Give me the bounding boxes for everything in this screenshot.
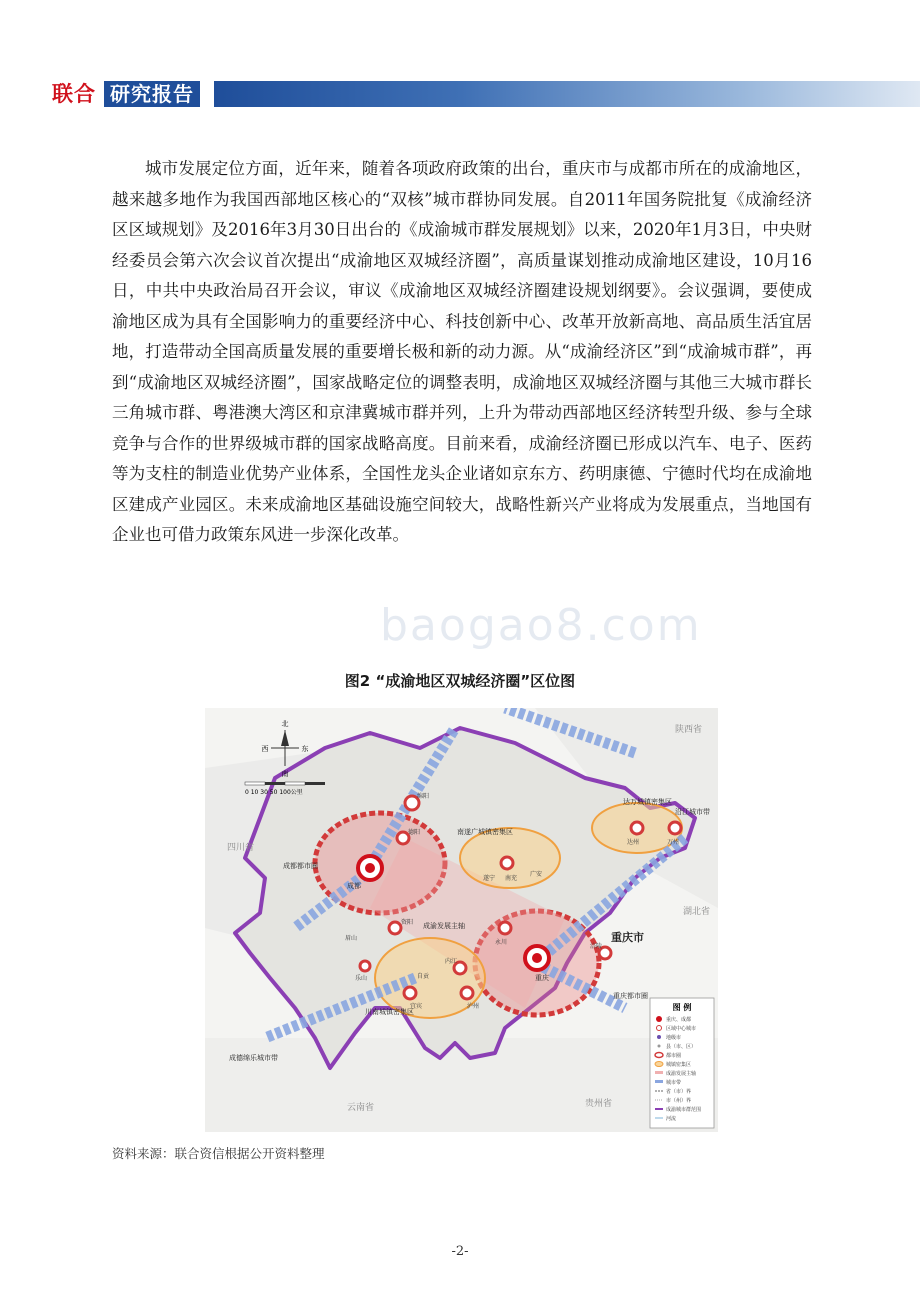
svg-text:重庆、成都: 重庆、成都 (666, 1017, 692, 1023)
label-chengdu: 成都 (347, 882, 361, 890)
label-dawan: 达万城镇密集区 (623, 798, 672, 806)
label-chengde: 成德绵乐城市带 (229, 1054, 278, 1062)
svg-text:城市带: 城市带 (666, 1080, 682, 1086)
header-gradient-bar (214, 81, 920, 107)
chengdu-core (358, 856, 382, 880)
map-legend (650, 998, 714, 1128)
label-nansui: 南遂广城镇密集区 (457, 828, 513, 836)
figure-caption: 图2 “成渝地区双城经济圈”区位图 (344, 672, 576, 690)
svg-text:乐山: 乐山 (355, 975, 368, 982)
label-chuannan: 川南城镇密集区 (365, 1008, 414, 1016)
scale-label: 0 10 30 50 100公里 (245, 789, 303, 796)
watermark: baogao8.com (380, 600, 702, 651)
compass-east: 东 (301, 745, 309, 753)
svg-text:泸州: 泸州 (467, 1003, 480, 1010)
compass-south: 南 (281, 770, 289, 778)
svg-text:南充: 南充 (505, 875, 518, 882)
label-axis: 成渝发展主轴 (423, 922, 465, 930)
svg-text:地级市: 地级市 (666, 1035, 682, 1041)
svg-text:资阳: 资阳 (401, 919, 414, 926)
page-number: -2- (451, 1244, 469, 1259)
brand-name-box: 研究报告 (104, 81, 200, 107)
label-chongqing-metro: 重庆都市圈 (613, 992, 648, 1000)
svg-text:德阳: 德阳 (408, 829, 421, 836)
svg-text:区域中心城市: 区域中心城市 (666, 1026, 697, 1032)
source-note: 资料来源：联合资信根据公开资料整理 (112, 1146, 325, 1161)
label-chongqing: 重庆 (535, 974, 549, 982)
region-map (205, 708, 718, 1132)
svg-text:市（州）界: 市（州）界 (666, 1098, 692, 1104)
label-guizhou: 贵州省 (585, 1099, 613, 1109)
svg-text:广安: 广安 (530, 871, 543, 878)
svg-text:自贡: 自贡 (417, 973, 430, 980)
svg-text:万州: 万州 (667, 839, 680, 846)
svg-text:河流: 河流 (666, 1116, 677, 1122)
svg-text:永川: 永川 (495, 939, 508, 946)
svg-text:绵阳: 绵阳 (417, 793, 430, 800)
svg-text:达州: 达州 (627, 839, 640, 846)
body-paragraph: 城市发展定位方面，近年来，随着各项政府政策的出台，重庆市与成都市所在的成渝地区，越来越多地作为我国西部地区核心的“双核”城市群协同发展。自2011年国务院批复《成渝经济区区域规划》及2016年3月30日出台的《成渝城市群发展规划》以来，2020年1月3日，中央财经委员会第六次会议首次提出“成渝地区双城经济圈”，高质量谋划推动成渝地区建设，10月16日，中共中央政治局召开会议，审议《成渝地区双城经济圈建设规划纲要》。会议强调，要使成渝地区成为具有全国影响力的重要经济中心、科技创新中心、改革开放新高地、高品质生活宜居地，打造带动全国高质量发展的重要增长极和新的动力源。从“成渝经济区”到“成渝城市群”，再到“成渝地区双城经济圈”，国家战略定位的调整表明，成渝地区双城经济圈与其他三大城市群长三角城市群、粤港澳大湾区和京津冀城市群并列，上升为带动西部地区经济转型升级、参与全球竞争与合作的世界级城市群的国家战略高度。目前来看，成渝经济圈已形成以汽车、电子、医药等为支柱的制造业优势产业体系，全国性龙头企业诸如京东方、药明康德、宁德时代均在成渝地区建成产业园区。未来成渝地区基础设施空间较大，战略性新兴产业将成为发展重点，当地国有企业也可借力政策东风进一步深化改革。 (112, 159, 812, 544)
label-shaanxi: 陕西省 (675, 725, 703, 735)
svg-text:省（市）界: 省（市）界 (666, 1089, 692, 1095)
svg-text:成渝发展主轴: 成渝发展主轴 (666, 1071, 697, 1077)
svg-text:都市圈: 都市圈 (666, 1053, 682, 1059)
legend-title: 图 例 (672, 1003, 692, 1012)
map-svg (205, 708, 718, 1132)
svg-text:遂宁: 遂宁 (483, 875, 496, 882)
compass-north: 北 (281, 720, 289, 728)
svg-text:宜宾: 宜宾 (410, 1003, 423, 1010)
svg-text:城镇密集区: 城镇密集区 (666, 1062, 692, 1068)
label-chengdu-metro: 成都都市圈 (283, 862, 318, 870)
svg-text:成渝城市群范围: 成渝城市群范围 (666, 1107, 702, 1113)
brand-name-red: 联合 (52, 82, 96, 106)
label-yuxi: 沿江城市带 (675, 808, 710, 816)
svg-text:县（市、区）: 县（市、区） (666, 1044, 697, 1050)
label-hubei: 湖北省 (683, 907, 711, 917)
label-chongqing-city: 重庆市 (611, 931, 644, 944)
compass-west: 西 (261, 745, 269, 753)
svg-text:内江: 内江 (445, 958, 458, 965)
chongqing-core (525, 946, 549, 970)
svg-text:眉山: 眉山 (345, 935, 358, 942)
label-yunnan: 云南省 (347, 1103, 375, 1113)
svg-text:涪陵: 涪陵 (590, 943, 603, 950)
label-sichuan: 四川省 (227, 843, 255, 853)
report-header (52, 80, 920, 108)
